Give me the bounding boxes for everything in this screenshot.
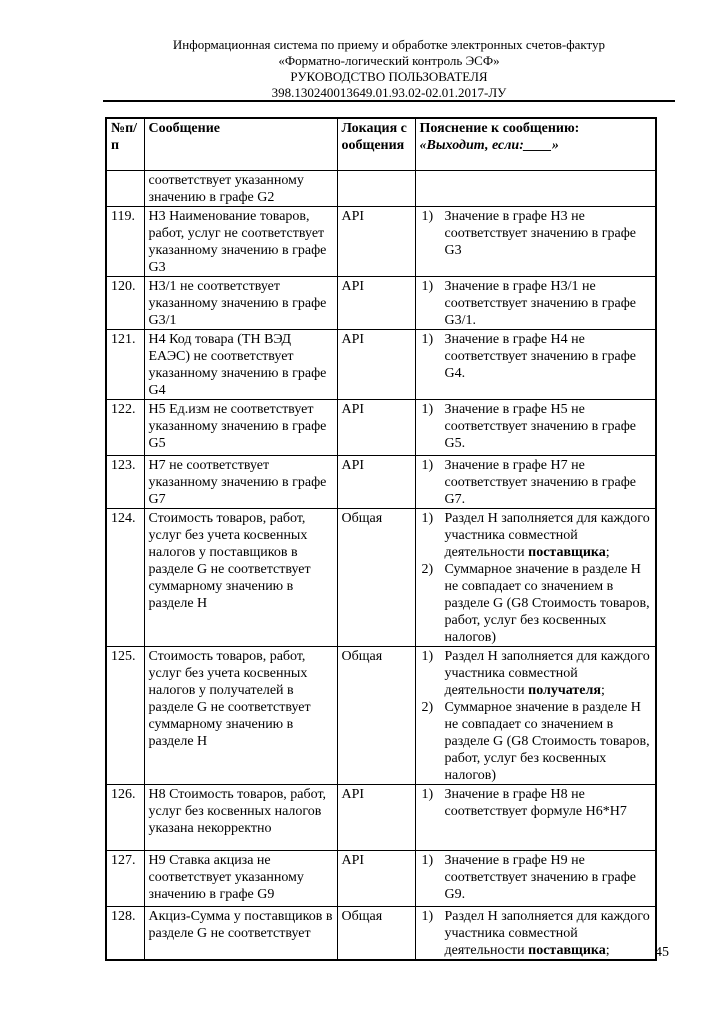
explanation-list [420,401,652,452]
explanation-list [420,278,652,329]
cell-explanation [415,170,656,206]
cell-message: Н9 Ставка акциза не соответствует указанному значению в графе G9 [144,850,337,906]
cell-explanation [415,329,656,399]
explanation-header-title: Пояснение к сообщению: [419,121,580,136]
explanation-item [420,401,652,452]
table-row [106,329,656,399]
page-number: 45 [655,945,669,960]
table-row [106,906,656,960]
cell-location [337,170,415,206]
cell-explanation [415,646,656,784]
explanation-item [420,561,652,646]
explanation-text: ; [605,942,610,958]
cell-location: API [337,850,415,906]
explanation-text: Значение в графе Н5 не соответствует значению в графе G5. [444,401,637,451]
explanation-item [420,648,652,699]
explanation-text: Значение в графе Н3/1 не соответствует значению в графе G3/1. [444,278,637,328]
cell-explanation [415,850,656,906]
explanation-text: Раздел Н заполняется для каждого участника совместной деятельности [444,510,650,560]
cell-explanation [415,906,656,960]
header-line-module-name: «Форматно-логический контроль ЭСФ» [278,53,500,68]
header-line-doc-code: 398.130240013649.01.93.02-02.01.2017-ЛУ [271,85,507,100]
cell-explanation [415,784,656,850]
cell-num: 124. [106,508,144,646]
column-header-location: Локация сообщения [337,118,415,170]
cell-message: Акциз-Сумма у поставщиков в разделе G не соответствует [144,906,337,960]
table-row [106,646,656,784]
explanation-text: ; [605,544,610,560]
cell-message: Н4 Код товара (ТН ВЭД ЕАЭС) не соответствует указанному значению в графе G4 [144,329,337,399]
explanation-text: Значение в графе Н3 не соответствует значению в графе G3 [444,208,637,258]
cell-num: 123. [106,455,144,508]
cell-message: Стоимость товаров, работ, услуг без учета косвенных налогов у поставщиков в разделе G не соответствует суммарному значению в разделе Н [144,508,337,646]
cell-num: 121. [106,329,144,399]
cell-message: Н3 Наименование товаров, работ, услуг не соответствует указанному значению в графе G3 [144,206,337,276]
table-row [106,206,656,276]
explanation-list [420,331,652,382]
explanation-item [420,331,652,382]
cell-location: API [337,329,415,399]
explanation-item [420,786,652,820]
explanation-text: Значение в графе Н4 не соответствует значению в графе G4. [444,331,637,381]
explanation-list [420,648,652,784]
table-row [106,508,656,646]
explanation-bold-text: получателя [528,682,601,698]
explanation-text: ; [600,682,605,698]
cell-location: API [337,206,415,276]
messages-table [105,117,657,961]
explanation-bold-text: поставщика [528,942,606,958]
table-header-row [106,118,656,170]
table-row [106,784,656,850]
cell-location: Общая [337,508,415,646]
cell-message: соответствует указанному значению в графе G2 [144,170,337,206]
header-divider [103,100,675,102]
explanation-list [420,852,652,903]
cell-explanation [415,455,656,508]
explanation-text: Раздел Н заполняется для каждого участника совместной деятельности [444,648,650,698]
explanation-item [420,908,652,959]
cell-num: 126. [106,784,144,850]
header-line-system-name: Информационная система по приему и обработке электронных счетов-фактур [172,37,606,52]
cell-num: 125. [106,646,144,784]
cell-explanation [415,276,656,329]
explanation-text: Значение в графе Н9 не соответствует значению в графе G9. [444,852,637,902]
table-row [106,455,656,508]
explanation-list [420,510,652,646]
cell-message: Н8 Стоимость товаров, работ, услуг без косвенных налогов указана некорректно [144,784,337,850]
cell-num [106,170,144,206]
explanation-list [420,208,652,259]
cell-location: API [337,399,415,455]
cell-explanation [415,206,656,276]
cell-location: Общая [337,646,415,784]
explanation-list [420,457,652,508]
cell-explanation [415,399,656,455]
explanation-item [420,510,652,561]
explanation-text: Значение в графе Н7 не соответствует значению в графе G7. [444,457,637,507]
explanation-text: Суммарное значение в разделе Н не совпадает со значением в разделе G (G8 Стоимость товаров, работ, услуг без косвенных налогов) [444,699,650,783]
cell-message: Стоимость товаров, работ, услуг без учета косвенных налогов у получателей в разделе G не соответствует суммарному значению в разделе Н [144,646,337,784]
explanation-list [420,908,652,959]
column-header-message: Сообщение [144,118,337,170]
column-header-explanation [415,118,656,170]
cell-message: Н3/1 не соответствует указанному значению в графе G3/1 [144,276,337,329]
cell-location: Общая [337,906,415,960]
explanation-text: Суммарное значение в разделе Н не совпадает со значением в разделе G (G8 Стоимость товаров, работ, услуг без косвенных налогов) [444,561,650,645]
explanation-list [420,786,652,820]
explanation-item [420,457,652,508]
cell-message: Н7 не соответствует указанному значению в графе G7 [144,455,337,508]
cell-location: API [337,455,415,508]
cell-location: API [337,276,415,329]
explanation-text: Значение в графе Н8 не соответствует формуле Н6*Н7 [444,786,627,819]
cell-explanation [415,508,656,646]
explanation-item [420,278,652,329]
explanation-item [420,208,652,259]
document-header [103,37,675,101]
column-header-num: №п/п [106,118,144,170]
table-row [106,276,656,329]
explanation-header-subtitle: «Выходит, если:____» [419,138,559,153]
table-row [106,170,656,206]
cell-location: API [337,784,415,850]
cell-num: 119. [106,206,144,276]
table-row [106,399,656,455]
explanation-item [420,699,652,784]
header-line-doc-type: РУКОВОДСТВО ПОЛЬЗОВАТЕЛЯ [290,69,488,84]
explanation-item [420,852,652,903]
cell-num: 120. [106,276,144,329]
explanation-text: Раздел Н заполняется для каждого участника совместной деятельности [444,908,650,958]
cell-num: 128. [106,906,144,960]
explanation-bold-text: поставщика [528,544,606,560]
cell-message: Н5 Ед.изм не соответствует указанному значению в графе G5 [144,399,337,455]
cell-num: 122. [106,399,144,455]
table-row [106,850,656,906]
cell-num: 127. [106,850,144,906]
